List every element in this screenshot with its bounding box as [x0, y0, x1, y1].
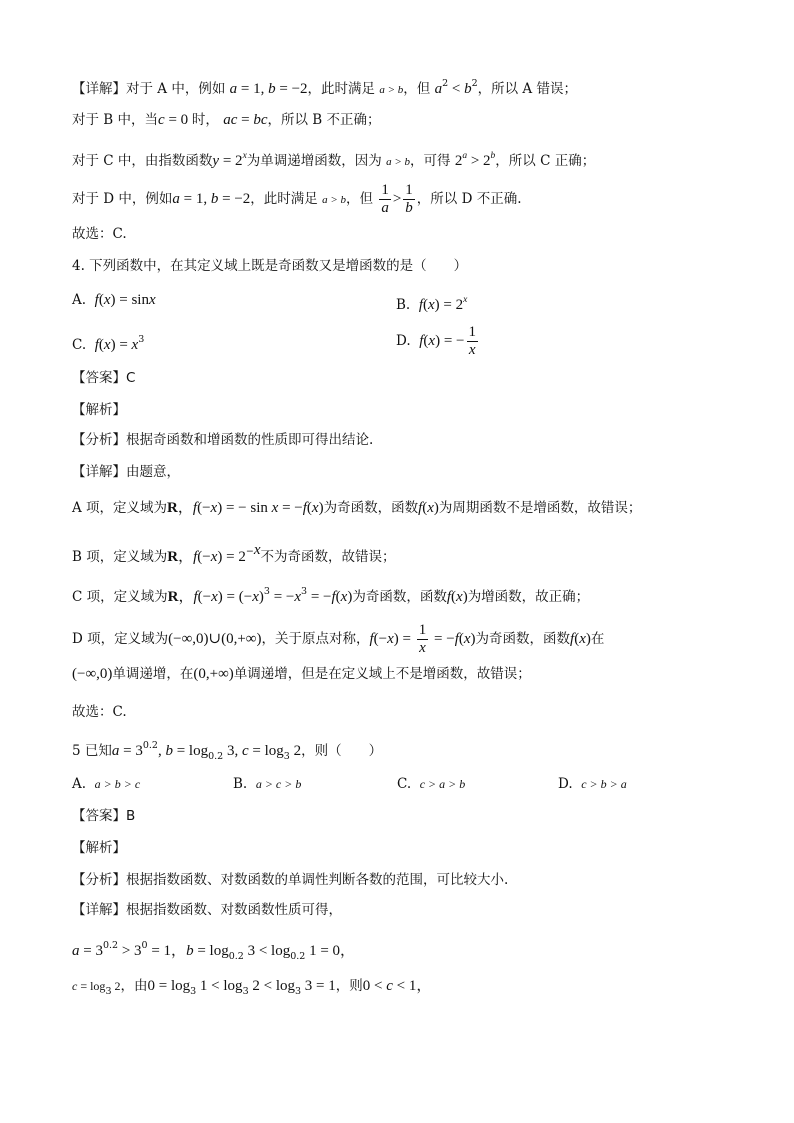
q5-opt-a: A. a > b > c	[72, 776, 141, 792]
q5-derivation-c: $c = \log_3 2$，由$0 = \log_3 1 < \log_3 2 < \log_3 3 = 1$，则0 < c < 1，	[72, 978, 432, 997]
prev-detail-line-1: 【详解】对于 A 中，例如 a = 1, b = −2，此时满足 a > b，但 $a^2 < b^2$，所以 A 错误；	[72, 78, 577, 97]
q4-opt-c: C. $f(x) = x^3$	[72, 334, 145, 353]
prev-detail-line-4: 对于 D 中，例如a = 1, b = −2，此时满足 a > b，但 $\frac{1}{a}$ > $\frac{1}{b}$ ，所以 D 不正确.	[72, 182, 522, 216]
q4-choose: 故选：C.	[72, 704, 127, 720]
q4-detail-b: B 项，定义域为R，$f(-x) = 2^{-x}$不为奇函数，故错误；	[72, 542, 396, 565]
detail-tag: 【详解】	[72, 81, 126, 97]
q4-detail-d-1: D 项，定义域为(−∞,0)∪(0,+∞)，关于原点对称，f(−x) = $\frac{1}{x}$ = −f(x)为奇函数，函数f(x)在	[72, 622, 605, 656]
q5-opt-b: B. a > c > b	[233, 776, 302, 792]
q5-opt-c: C. c > a > b	[397, 776, 466, 792]
q4-opt-b: B. $f(x) = 2^x$	[396, 295, 468, 313]
q5-opt-d: D. c > b > a	[558, 776, 627, 792]
q4-detail-c: C 项，定义域为R，$f(-x) = (-x)^3 = -x^3 = -f(x)$为奇函数，函数f(x)为增函数，故正确；	[72, 586, 590, 605]
q4-stem: 4. 下列函数中，在其定义域上既是奇函数又是增函数的是（ ）	[72, 258, 468, 274]
q4-detail-d-2: (−∞,0)单调递增，在(0,+∞)单调递增，但是在定义域上不是增函数，故错误；	[72, 666, 531, 682]
q4-opt-d: D. f(x) = − $\frac{1}{x}$	[396, 324, 476, 358]
prev-detail-line-3: 对于 C 中，由指数函数$y = 2^x$为单调递增函数，因为 a > b，可得 $2^a > 2^b$，所以 C 正确；	[72, 151, 596, 169]
q5-analysis-tag: 【解析】	[72, 840, 126, 856]
q5-fenxi: 【分析】根据指数函数、对数函数的单调性判断各数的范围，可比较大小.	[72, 872, 509, 888]
q4-answer: 【答案】C	[72, 370, 136, 386]
q4-fenxi: 【分析】根据奇函数和增函数的性质即可得出结论.	[72, 432, 374, 448]
prev-detail-line-2: 对于 B 中，当c = 0 时， ac = bc，所以 B 不正确；	[72, 112, 381, 128]
q5-detail: 【详解】根据指数函数、对数函数性质可得，	[72, 902, 342, 918]
q5-derivation-ab: $a = 3^{0.2} > 3^0 = 1$，$b = \log_{0.2} 3 < \log_{0.2} 1 = 0$，	[72, 940, 356, 962]
q4-opt-a: A. f(x) = sinx	[72, 292, 156, 308]
q4-detail: 【详解】由题意，	[72, 464, 180, 480]
q5-answer: 【答案】B	[72, 808, 136, 824]
prev-choose: 故选：C.	[72, 226, 127, 242]
q4-analysis-tag: 【解析】	[72, 402, 126, 418]
q4-options-row-1	[72, 290, 722, 313]
q4-detail-a: A 项，定义域为R，f(−x) = − sin x = −f(x)为奇函数，函数f(x)为周期函数不是增函数，故错误；	[72, 500, 642, 516]
q4-options-row-2	[72, 324, 722, 358]
q5-stem: 5 已知$a = 3^{0.2}$, $b = \log_{0.2} 3$, $c = \log_3 2$，则（ ）	[72, 740, 383, 762]
